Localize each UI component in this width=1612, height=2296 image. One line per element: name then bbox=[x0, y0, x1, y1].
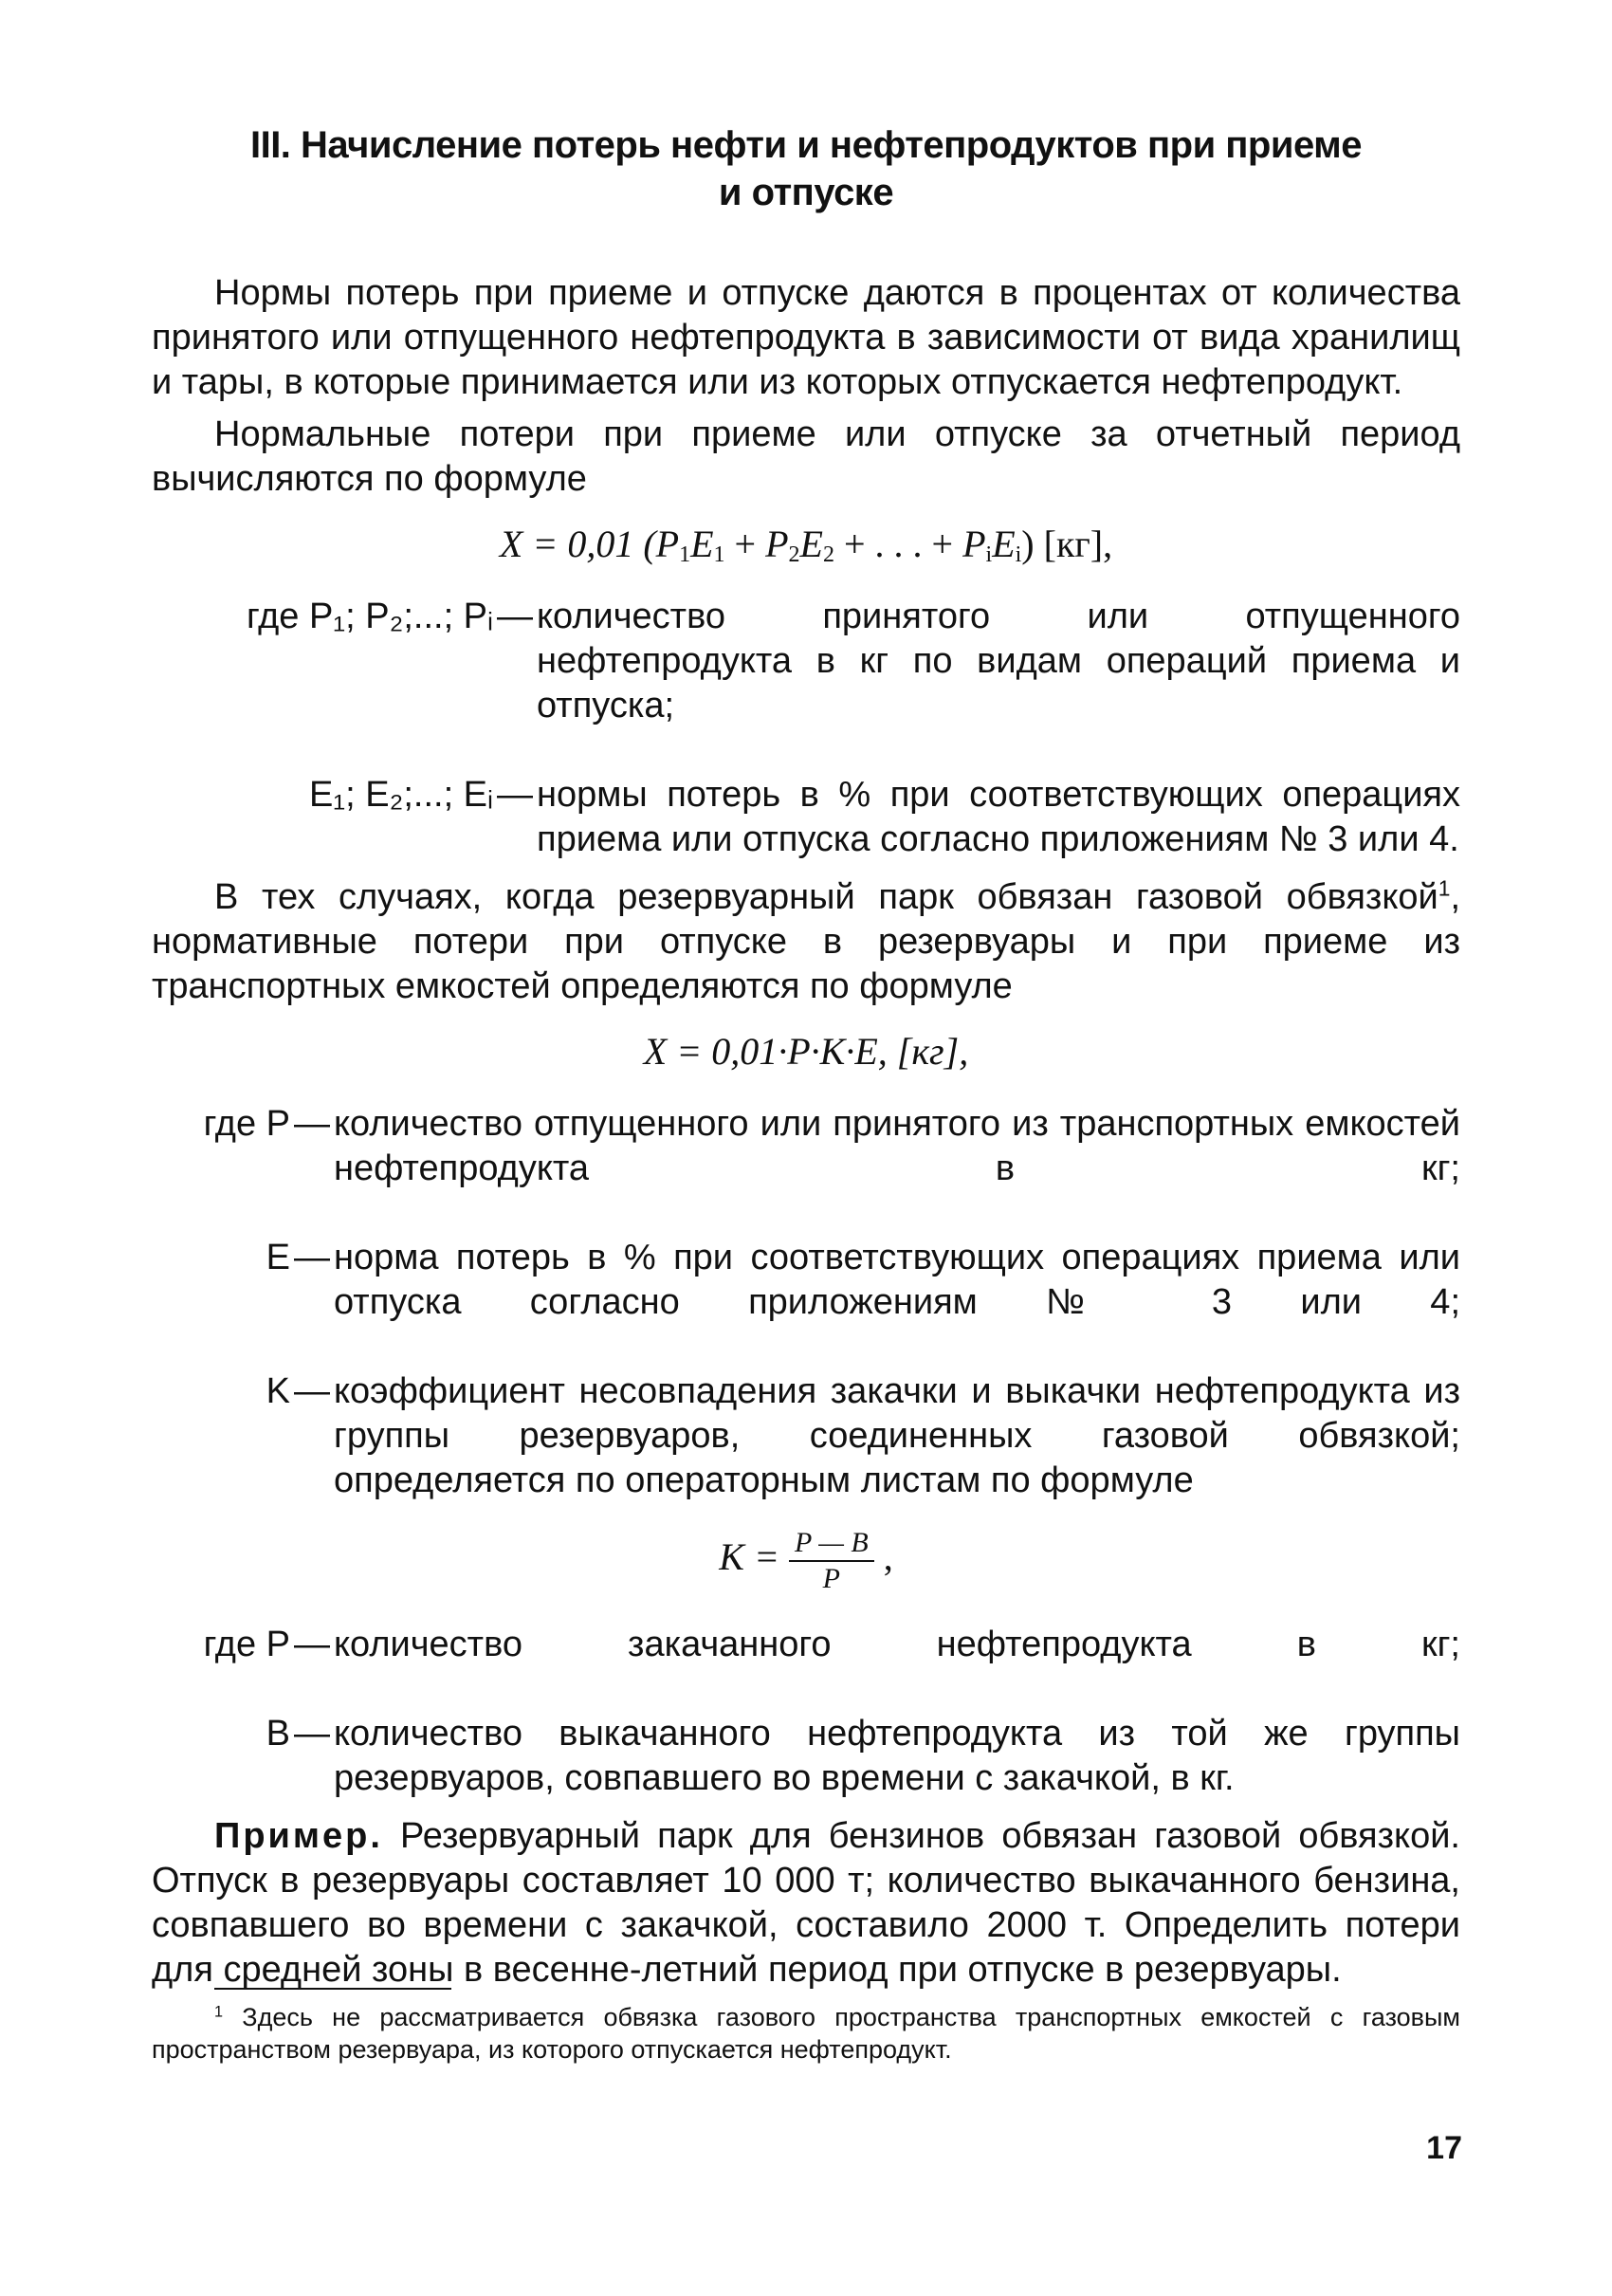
where-row bbox=[152, 1369, 1460, 1503]
where-definition: коэффициент несовпадения закачки и выкачки нефтепродукта из группы резервуаров, соединенных газовой обвязкой; определяется по операторным листам по формуле bbox=[334, 1371, 1460, 1500]
section-heading bbox=[152, 121, 1460, 216]
where-row bbox=[152, 1102, 1460, 1236]
fraction bbox=[789, 1526, 874, 1596]
paragraph-1: Нормы потерь при приеме и отпуске даются в процентах от количества принятого или отпущенного нефтепродукта в зависимости от вида хранилищ и тары, в которые принимается или из которых отпускается нефтепродукт. bbox=[152, 273, 1460, 402]
where-definition: количество выкачанного нефтепродукта из той же группы резервуаров, совпавшего во времени с закачкой, в кг. bbox=[334, 1714, 1460, 1798]
formula1-e2: E bbox=[799, 523, 823, 565]
heading-line-2: и отпуске bbox=[718, 172, 894, 213]
where-term: где P bbox=[203, 1625, 290, 1664]
formula1-plus1: + bbox=[724, 523, 766, 565]
formula1-s1b: 1 bbox=[713, 542, 725, 567]
paragraph-3 bbox=[152, 875, 1460, 1009]
example-label: Пример. bbox=[214, 1816, 383, 1856]
formula1-si: i bbox=[985, 542, 993, 567]
where-definition: количество принятого или отпущенного нефтепродукта в кг по видам операций приема и отпуска; bbox=[537, 597, 1460, 726]
formula1-sib: i bbox=[1015, 542, 1022, 567]
formula1-e1: E bbox=[690, 523, 714, 565]
where-term: E₁; E₂;...; Eᵢ bbox=[308, 775, 493, 815]
formula1-s2: 2 bbox=[788, 542, 800, 567]
fraction-denominator: P bbox=[822, 1563, 840, 1594]
formula1-lhs: X = 0,01 ( bbox=[499, 523, 656, 565]
where-dash: — bbox=[294, 1371, 330, 1411]
heading-line-1: III. Начисление потерь нефти и нефтепродуктов при приеме bbox=[249, 124, 1363, 166]
footnote-text: Здесь не рассматривается обвязка газового пространства транспортных емкостей с газовым пространством резервуара, из которого отпускается нефтепродукт. bbox=[152, 2003, 1460, 2064]
body-text bbox=[152, 271, 1460, 2000]
paragraph-3-part-a: В тех случаях, когда резервуарный парк обвязан газовой обвязкой bbox=[214, 877, 1438, 917]
where-definition: норма потерь в % при соответствующих операциях приема или отпуска согласно приложениям № 3 или 4; bbox=[334, 1238, 1460, 1322]
where-definition: количество отпущенного или принятого из транспортных емкостей нефтепродукта в кг; bbox=[334, 1104, 1460, 1188]
where-definition: нормы потерь в % при соответствующих операциях приема или отпуска согласно приложениям № 3 или 4. bbox=[537, 775, 1460, 859]
formula1-p1: P bbox=[655, 523, 680, 565]
where-term: K bbox=[266, 1371, 290, 1411]
formula1-ei: E bbox=[992, 523, 1016, 565]
formula1-s1: 1 bbox=[679, 542, 691, 567]
where-dash: — bbox=[497, 597, 533, 636]
where-term: E bbox=[266, 1238, 290, 1277]
where-row bbox=[152, 1236, 1460, 1369]
formula-total-losses bbox=[152, 519, 1460, 570]
page-number: 17 bbox=[1426, 2130, 1462, 2166]
where-dash: — bbox=[294, 1714, 330, 1754]
formula3-tail: , bbox=[873, 1535, 893, 1579]
paragraph-3-part-b: , нормативные потери при отпуске в резервуары и при приеме из транспортных емкостей определяются по формуле bbox=[152, 877, 1460, 1006]
example-paragraph bbox=[152, 1814, 1460, 1993]
where-term: B bbox=[266, 1714, 290, 1754]
fraction-numerator: P — B bbox=[789, 1526, 874, 1562]
formula-normative-losses: X = 0,01·P·K·E, [кг], bbox=[643, 1030, 969, 1073]
footnote-divider bbox=[214, 1988, 451, 1990]
formula-coefficient-k bbox=[152, 1526, 1460, 1596]
footnote-marker: 1 bbox=[1438, 875, 1451, 901]
formula3-lhs: K = bbox=[719, 1535, 789, 1579]
formula1-s2b: 2 bbox=[822, 542, 834, 567]
footnote bbox=[152, 2001, 1460, 2066]
where-dash: — bbox=[294, 1104, 330, 1144]
formula1-pi: P bbox=[962, 523, 986, 565]
where-definition: количество закачанного нефтепродукта в кг; bbox=[334, 1625, 1460, 1664]
formula1-p2: P bbox=[765, 523, 789, 565]
formula1-plus2: + . . . + bbox=[833, 523, 963, 565]
where-dash: — bbox=[294, 1238, 330, 1277]
paragraph-2: Нормальные потери при приеме или отпуске за отчетный период вычисляются по формуле bbox=[152, 414, 1460, 499]
footnote-number: 1 bbox=[214, 2003, 224, 2021]
where-row bbox=[152, 773, 1460, 862]
where-row bbox=[152, 1712, 1460, 1801]
where-row bbox=[152, 1623, 1460, 1712]
where-term: где P₁; P₂;...; Pᵢ bbox=[246, 597, 493, 636]
where-dash: — bbox=[294, 1625, 330, 1664]
where-row bbox=[152, 595, 1460, 773]
where-dash: — bbox=[497, 775, 533, 815]
example-text: Резервуарный парк для бензинов обвязан газовой обвязкой. Отпуск в резервуары составляет 10 000 т; количество выкачанного бензина, совпавшего во времени с закачкой, составило 2000 т. Определить потери для средней зоны в весенне-летний период при отпуске в резервуары. bbox=[152, 1816, 1460, 1990]
formula1-rhs: ) [кг], bbox=[1021, 523, 1113, 565]
where-term: где P bbox=[203, 1104, 290, 1144]
